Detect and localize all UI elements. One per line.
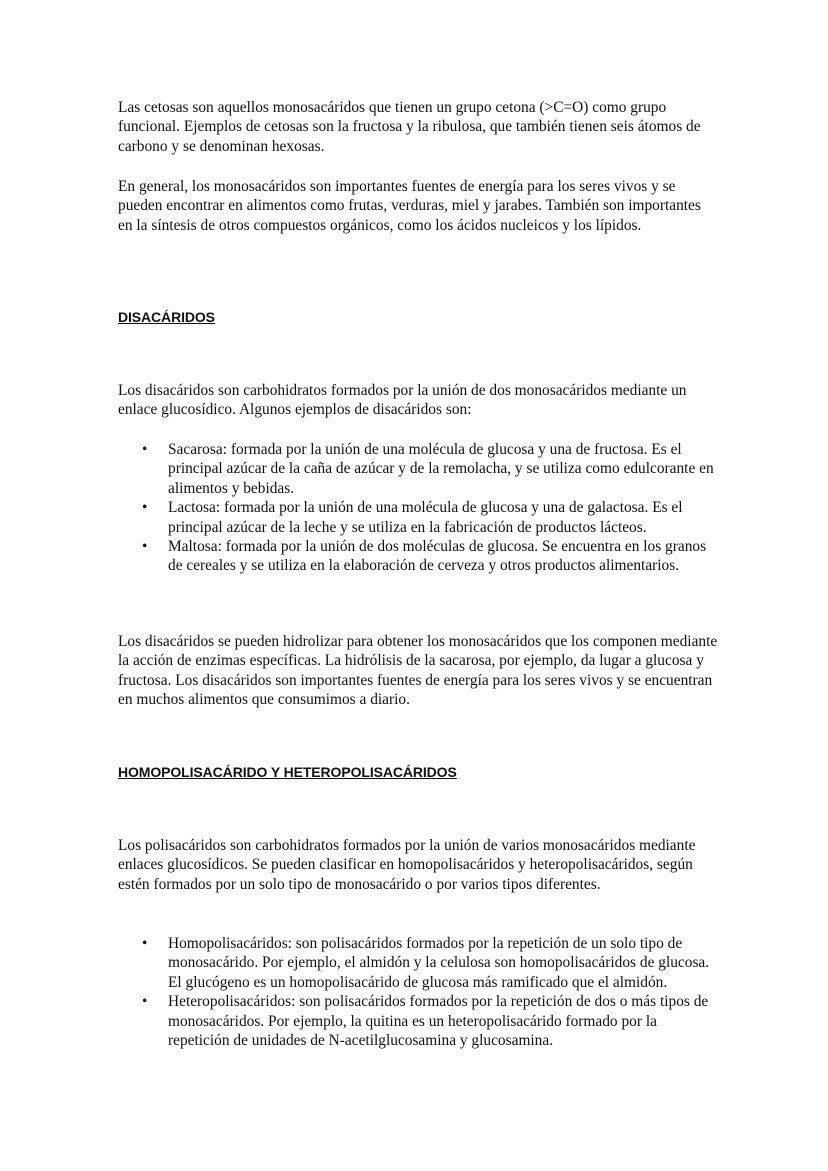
list-item-text: Lactosa: formada por la unión de una molécula de glucosa y una de galactosa. Es el principal azúcar de la leche y se utiliza en la fabricación de productos lácteos. xyxy=(168,499,683,536)
paragraph-cetosas: Las cetosas son aquellos monosacáridos que tienen un grupo cetona (>C=O) como grupo funcional. Ejemplos de cetosas son la fructosa y la ribulosa, que también tienen seis átomos de carbono y se denominan hexosas. xyxy=(118,99,701,155)
list-item-text: Sacarosa: formada por la unión de una molécula de glucosa y una de fructosa. Es el principal azúcar de la caña de azúcar y de la remolacha, y se utiliza como edulcorante en alimentos y bebidas. xyxy=(168,441,714,497)
paragraph-monosacaridos-general: En general, los monosacáridos son importantes fuentes de energía para los seres vivos y se pueden encontrar en alimentos como frutas, verduras, miel y jarabes. También son importantes en la síntesis de otros compuestos orgánicos, como los ácidos nucleicos y los lípidos. xyxy=(118,178,701,234)
heading-polisacaridos: HOMOPOLISACÁRIDO Y HETEROPOLISACÁRIDOS xyxy=(118,764,457,780)
list-item-heteropolisacaridos xyxy=(118,992,718,1050)
list-item-text: Homopolisacáridos: son polisacáridos formados por la repetición de un solo tipo de monosacárido. Por ejemplo, el almidón y la celulosa son homopolisacáridos de glucosa. El glucógeno es un homopolisacárido de glucosa más ramificado que el almidón. xyxy=(168,935,710,991)
list-item-homopolisacaridos xyxy=(118,934,718,992)
bullet-icon: • xyxy=(142,441,148,458)
paragraph-disacaridos-intro: Los disacáridos son carbohidratos formados por la unión de dos monosacáridos mediante un enlace glucosídico. Algunos ejemplos de disacáridos son: xyxy=(118,382,687,419)
list-disacaridos xyxy=(118,440,718,576)
paragraph-disacaridos-hidrolisis: Los disacáridos se pueden hidrolizar para obtener los monosacáridos que los componen mediante la acción de enzimas específicas. La hidrólisis de la sacarosa, por ejemplo, da lugar a glucosa y fructosa. Los disacáridos son importantes fuentes de energía para los seres vivos y se encuentran en muchos alimentos que consumimos a diario. xyxy=(118,633,718,709)
paragraph-polisacaridos-intro: Los polisacáridos son carbohidratos formados por la unión de varios monosacáridos mediante enlaces glucosídicos. Se pueden clasificar en homopolisacáridos y heteropolisacáridos, según estén formados por un solo tipo de monosacárido o por varios tipos diferentes. xyxy=(118,837,696,893)
list-item-sacarosa xyxy=(118,440,718,498)
list-item-lactosa xyxy=(118,498,718,537)
list-polisacaridos xyxy=(118,934,718,1050)
list-item-text: Maltosa: formada por la unión de dos moléculas de glucosa. Se encuentra en los granos de cereales y se utiliza en la elaboración de cerveza y otros productos alimentarios. xyxy=(168,538,707,575)
bullet-icon: • xyxy=(142,993,148,1011)
bullet-icon: • xyxy=(142,499,148,517)
heading-disacaridos: DISACÁRIDOS xyxy=(118,309,215,325)
bullet-icon: • xyxy=(142,935,148,952)
bullet-icon: • xyxy=(142,538,148,556)
list-item-text: Heteropolisacáridos: son polisacáridos formados por la repetición de dos o más tipos de monosacáridos. Por ejemplo, la quitina es un heteropolisacárido formado por la repetición de unidades de N-acetilglucosamina y glucosamina. xyxy=(168,993,709,1050)
list-item-maltosa xyxy=(118,537,718,576)
